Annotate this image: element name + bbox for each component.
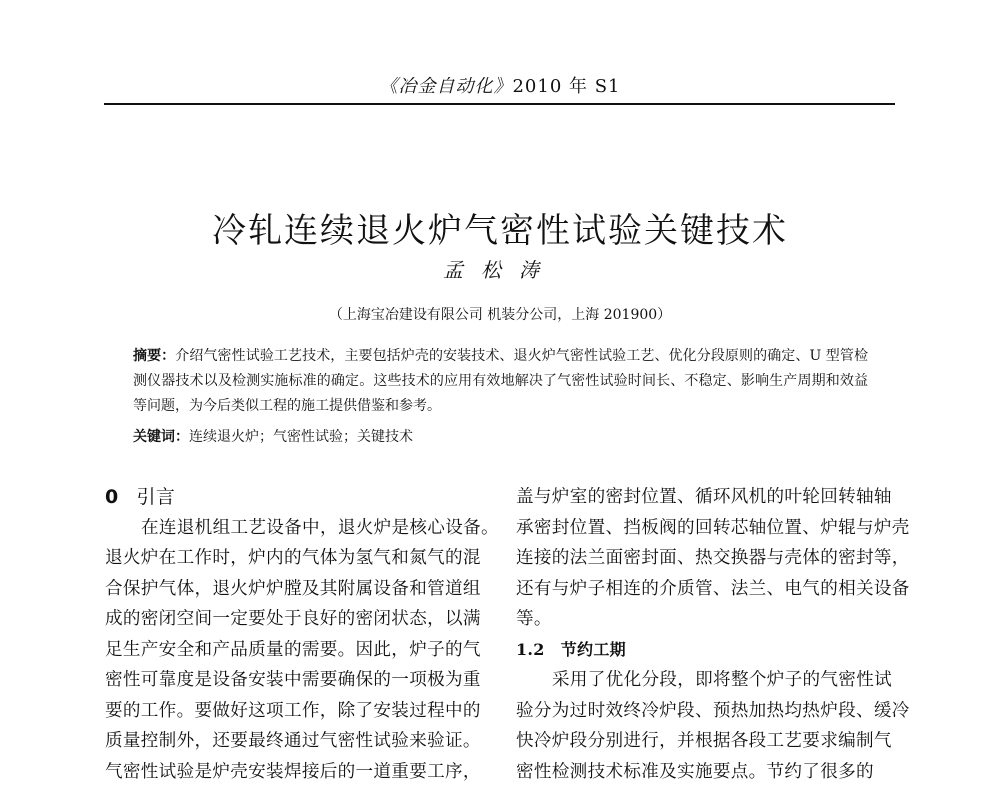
body-line: 气密性试验是炉壳安装焊接后的一道重要工序， bbox=[105, 757, 485, 787]
abstract bbox=[133, 344, 868, 419]
section-heading-introduction bbox=[105, 482, 485, 513]
body-line: 采用了优化分段，即将整个炉子的气密性试 bbox=[516, 665, 900, 696]
left-column bbox=[105, 482, 485, 787]
keywords bbox=[133, 425, 868, 450]
author-name: 孟松涛 bbox=[0, 254, 1000, 283]
body-line: 密性检测技术标准及实施要点。节约了很多的 bbox=[516, 757, 900, 787]
body-line: 质量控制外，还要最终通过气密性试验来验证。 bbox=[105, 726, 485, 757]
body-line: 在连退机组工艺设备中，退火炉是核心设备。 bbox=[105, 513, 485, 544]
journal-issue: 2010 年 S1 bbox=[512, 76, 620, 97]
keywords-label: 关键词： bbox=[133, 429, 189, 445]
keywords-text: 连续退火炉；气密性试验；关键技术 bbox=[189, 429, 413, 445]
header-rule bbox=[104, 103, 895, 105]
body-line: 承密封位置、挡板阀的回转芯轴位置、炉辊与炉壳 bbox=[516, 513, 900, 544]
journal-name: 《冶金自动化》 bbox=[379, 76, 512, 97]
body-line: 成的密闭空间一定要处于良好的密闭状态，以满 bbox=[105, 604, 485, 635]
abstract-text: 介绍气密性试验工艺技术，主要包括炉壳的安装技术、退火炉气密性试验工艺、优化分段原则的确定、U 型管检测仪器技术以及检测实施标准的确定。这些技术的应用有效地解决了气密性试验时间长、不稳定、影响生产周期和效益等问题，为今后类似工程的施工提供借鉴和参考。 bbox=[133, 348, 868, 414]
body-line: 合保护气体，退火炉炉膛及其附属设备和管道组 bbox=[105, 574, 485, 605]
body-line: 还有与炉子相连的介质管、法兰、电气的相关设备 bbox=[516, 574, 900, 605]
right-column bbox=[516, 482, 900, 787]
section-number: 0 bbox=[105, 486, 119, 508]
body-line: 连接的法兰面密封面、热交换器与壳体的密封等， bbox=[516, 543, 900, 574]
body-line: 验分为过时效终冷炉段、预热加热均热炉段、缓冷 bbox=[516, 696, 900, 727]
author-affiliation: （上海宝冶建设有限公司 机装分公司，上海 201900） bbox=[0, 304, 1000, 324]
body-line: 足生产安全和产品质量的需要。因此，炉子的气 bbox=[105, 635, 485, 666]
body-line: 等。 bbox=[516, 604, 900, 635]
subsection-title: 节约工期 bbox=[561, 640, 626, 659]
body-line: 盖与炉室的密封位置、循环风机的叶轮回转轴轴 bbox=[516, 482, 900, 513]
section-title: 引言 bbox=[137, 486, 176, 508]
subsection-number: 1.2 bbox=[516, 640, 545, 659]
subsection-heading-save-schedule bbox=[516, 635, 900, 666]
paper-title: 冷轧连续退火炉气密性试验关键技术 bbox=[0, 203, 1000, 252]
body-line: 快冷炉段分别进行，并根据各段工艺要求编制气 bbox=[516, 726, 900, 757]
body-line: 要的工作。要做好这项工作，除了安装过程中的 bbox=[105, 696, 485, 727]
abstract-label: 摘要： bbox=[133, 348, 175, 364]
body-line: 密性可靠度是设备安装中需要确保的一项极为重 bbox=[105, 665, 485, 696]
body-line: 退火炉在工作时，炉内的气体为氢气和氮气的混 bbox=[105, 543, 485, 574]
running-head bbox=[0, 72, 1000, 98]
